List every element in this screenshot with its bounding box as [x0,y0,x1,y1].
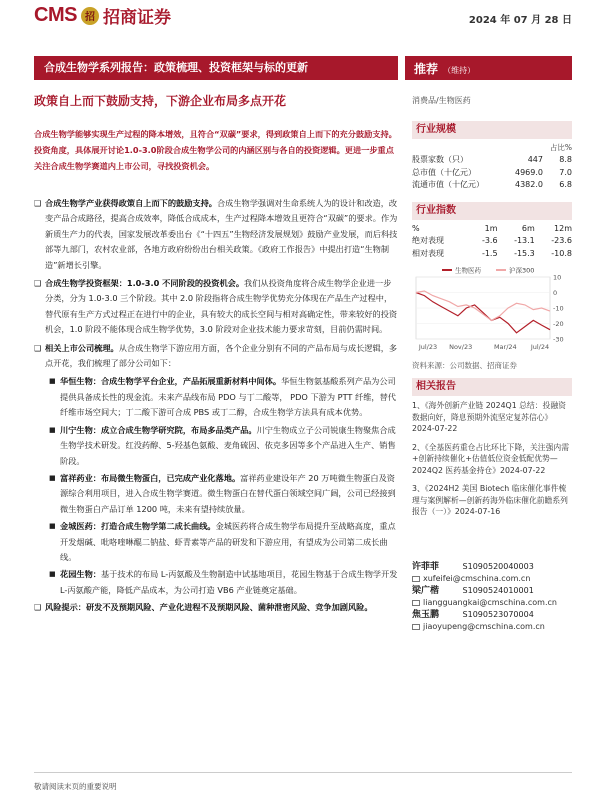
index-label: 相对表现 [412,248,444,258]
analyst-id: S1090520040003 [462,562,534,571]
index-value: -10.8 [551,248,572,258]
series-line-0 [416,293,550,333]
x-tick-label: Mar/24 [493,343,517,351]
index-value: -15.3 [514,248,535,258]
company-lead: 川宁生物：成立合成生物学研究院，布局多品类产品。 [60,424,257,435]
filled-square-bullet-icon: ■ [49,570,56,579]
square-bullet-icon: ❑ [34,279,42,289]
logo-cn-text: 招商证券 [102,8,171,28]
related-report-list [412,400,572,525]
company-lead: 花园生物： [60,569,101,580]
analyst-id: S1090524010001 [462,585,534,595]
body-text [34,196,398,619]
company-text: 富祥药业建设年产 20 万吨微生物蛋白及资源综合利用项目，进入合成生物学赛道。微生物蛋白在替代蛋白领域空间广阔，公司已经接到微生物蛋白产品订单 1200 吨，未来有望持续放量。 [60,472,396,514]
rating-sub: （维持） [443,66,476,75]
logo-seal-icon: 招 [81,7,99,25]
index-value: -1.5 [481,248,498,258]
square-bullet-icon: ❑ [34,199,42,208]
footer-divider [34,772,572,773]
analyst-name: 许菲菲 [412,562,440,572]
company-item [34,374,398,420]
analyst-list [412,561,572,632]
scale-unit: 占比% [549,142,572,152]
index-value: -23.6 [551,236,572,246]
y-tick-label: 0 [553,289,558,297]
related-report-item[interactable]: 2、《全基医药重仓占比环比下降，关注强内需+创新持续催化+估值低位资金低配优势—2024Q2 医药基金持仓》2024-07-22 [412,442,569,475]
paragraph-lead: 合成生物学投资框架：1.0-3.0 不同阶段的投资机会。 [45,278,245,289]
company-logo [34,3,171,28]
filled-square-bullet-icon: ■ [49,473,56,482]
company-item [34,471,398,517]
paragraph-framework [34,276,398,338]
related-report-item[interactable]: 1、《海外创新产业链 2024Q1 总结：投融资数据向好，降息预期外流坚定复苏信心》2024-07-22 [412,401,566,433]
scale-label: 总市值（十亿元） [412,167,476,177]
index-line-chart [412,263,572,355]
paragraph-lead: 合成生物学产业获得政策自上而下的鼓励支持。 [45,198,217,208]
scale-pct: 7.0 [559,167,572,177]
report-date: 2024 年 07 月 28 日 [468,15,572,26]
y-tick-label: -30 [553,335,564,344]
rating-main: 推荐 [414,62,439,76]
mail-icon [412,576,420,582]
risk-lead: 风险提示： [45,602,86,613]
index-value: -13.1 [514,236,535,246]
legend-label: 沪深300 [509,266,535,275]
risk-text: 研发不及预期风险、产业化进程不及预期风险、菌种泄密风险、竞争加剧风险。 [85,602,373,613]
company-text: 华恒生物氨基酸系列产品为公司提供具备成长性的现金流。未来产品线布局 PDO 与丁二酸等， PDO 下游为 PTT 纤维，替代纤维市场空间大；丁二酸下游可合成 PBS 或丁二醇，合成生物学方法具有成本优势。 [60,376,396,418]
paragraph-text: 从合成生物学下游应用方面，各个企业分别有不同的产品布局与成长逻辑，多点开花，我们梳理了部分公司如下： [45,342,398,369]
section-head-scale: 行业规模 [412,121,572,139]
index-head: % [412,223,420,233]
square-bullet-icon: ❑ [34,603,42,613]
index-head: 6m [521,223,535,233]
paragraph-text: 合成生物学强调对生命系统人为的设计和改造，改变产品合成路径，提高合成效率，降低合成成本，生产过程降本增效且更符合“双碳”的要求。作为新质生产力的代表，国家发展改革委出台《“十四五”生物经济发展规划》鼓励产业发展，而后科技部等九部门，农村农业部，各地方政府纷纷出台相关政策。《政府工作报告》中提出打造“生物制造”新增长引擎。 [45,198,398,270]
paragraph-text: 我们从投资角度将合成生物学企业进一步分类，分为 1.0-3.0 三个阶段。其中 2.0 阶段指将合成生物学优势充分体现在产品生产过程中，替代原有生产方式过程正在进行中的企业，具有较大的成长空间与相对高确定性，带来较好的投资机会，1.0 阶段不能体现合成生物学优势，3.0 阶段对企业技术能力要求苛刻，目前仍需时间。 [45,278,398,335]
analyst-name: 焦玉鹏 [412,609,440,620]
section-head-related: 相关报告 [412,378,572,396]
series-line-1 [416,291,550,320]
scale-pct: 8.8 [559,155,572,165]
paragraph-lead: 相关上市公司梳理。 [45,342,119,353]
analyst-email[interactable]: xufeifei@cmschina.com.cn [423,574,531,584]
y-tick-label: -20 [553,320,564,328]
scale-row [412,179,572,192]
main-headline: 政策自上而下鼓励支持，下游企业布局多点开花 [34,94,287,108]
logo-cms-text: CMS [34,4,77,26]
report-title: 合成生物学系列报告：政策梳理、投资框架与标的更新 [34,56,398,80]
scale-label: 流通市值（十亿元） [412,180,484,190]
analyst-entry [412,609,572,621]
mail-icon [412,600,420,606]
scale-label: 股票家数（只） [412,155,468,165]
analyst-email-line [412,597,572,608]
y-tick-label: 10 [553,273,562,282]
square-bullet-icon: ❑ [34,343,42,353]
industry-label: 消费品/生物医药 [412,96,471,105]
company-lead: 富祥药业：布局微生物蛋白，已完成产业化落地。 [60,472,241,483]
analyst-email-line [412,621,572,632]
filled-square-bullet-icon: ■ [49,425,56,434]
scale-value: 4969.0 [514,167,543,177]
filled-square-bullet-icon: ■ [49,522,56,531]
analyst-email[interactable]: jiaoyupeng@cmschina.com.cn [423,622,545,632]
company-lead: 华恒生物：合成生物学平台企业，产品拓展重新材料中间体。 [60,376,282,387]
company-lead: 金城医药：打造合成生物学第二成长曲线。 [60,521,216,532]
index-head: 12m [554,223,572,233]
index-head: 1m [484,223,498,233]
analyst-email-line [412,573,572,584]
company-text: 川宁生物成立子公司锐康生物聚焦合成生物学技术研发。红没药醇、5-羟基色氨酸、麦角硫因、依克多因等多个产品进入生产、销售阶段。 [60,424,396,466]
legend-label: 生物医药 [455,266,481,275]
index-row [412,235,572,248]
related-report-item[interactable]: 3、《2024H2 美国 Biotech 临床催化事件梳理与案例解析—创新药海外临床催化前瞻系列报告（一）》2024-07-16 [412,484,568,516]
top-bar [0,0,600,34]
analyst-email[interactable]: liangguangkai@cmschina.com.cn [423,598,557,608]
index-label: 绝对表现 [412,236,444,246]
rating-band [405,56,572,80]
filled-square-bullet-icon: ■ [49,377,56,386]
footer-note: 敬请阅读末页的重要说明 [34,782,117,791]
company-text: 基于技术的布局 L-丙氨酸及生物制造中试基地项目，花园生物基于合成生物学开发 L-丙氨酸产能，降低产品成本，为公司打造 VB6 产业链奠定基础。 [60,569,398,595]
x-tick-label: Jul/23 [418,343,438,351]
company-item [34,567,398,598]
analyst-name: 梁广楷 [412,585,440,596]
summary: 合成生物学能够实现生产过程的降本增效，且符合“双碳”要求，得到政策自上而下的充分鼓励支持。投资角度，具体展开讨论1.0-3.0阶段合成生物学公司的内涵区别与各自的投资逻辑。更进一步重点关注合成生物学赛道内上市公司，寻找投资机会。 [34,129,397,171]
scale-pct: 6.8 [559,180,572,190]
scale-value: 4382.0 [514,180,543,190]
analyst-entry [412,561,572,573]
scale-table [412,141,572,191]
analyst-id: S1090523070004 [462,609,534,619]
chart-source: 资料来源：公司数据、招商证券 [412,361,517,370]
company-item [34,519,398,565]
section-head-index: 行业指数 [412,202,572,220]
y-tick-label: -10 [553,304,564,313]
paragraph-companies [34,341,398,372]
x-tick-label: Jul/24 [530,343,550,351]
scale-row [412,154,572,167]
x-tick-label: Nov/23 [449,343,473,351]
mail-icon [412,624,420,630]
company-item [34,423,398,469]
paragraph-policy [34,196,398,273]
index-row [412,247,572,260]
scale-row [412,166,572,179]
company-text: 金城医药将合成生物学布局提升至战略高度，重点开发烟碱、吡咯喹啉醌二钠盐、虾青素等产品的研发和下游应用，有望成为公司第二成长曲线。 [60,521,396,562]
analyst-entry [412,585,572,597]
paragraph-risk [34,600,398,615]
index-table [412,222,572,260]
index-value: -3.6 [481,236,498,246]
index-head-row [412,222,572,235]
scale-value: 447 [527,155,543,165]
